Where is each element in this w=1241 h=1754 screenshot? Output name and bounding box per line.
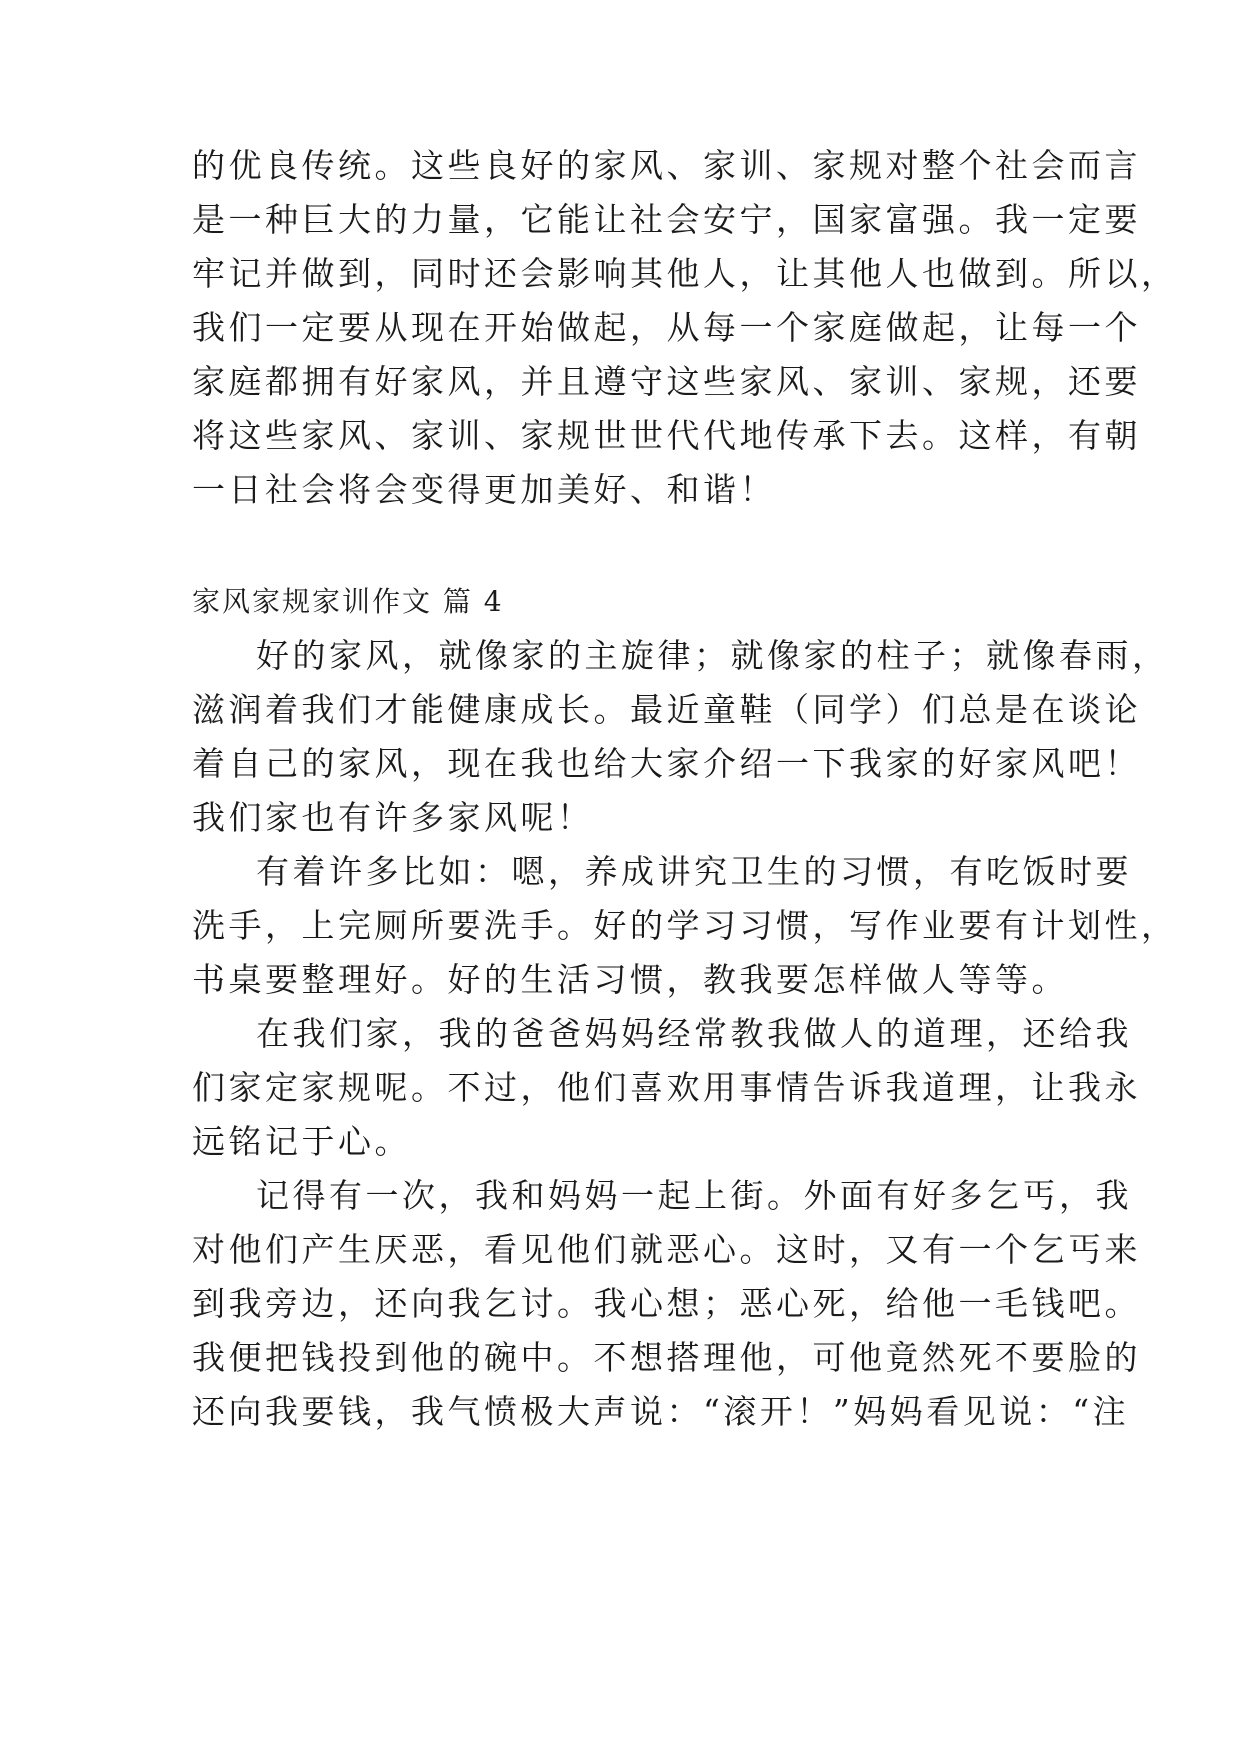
paragraph-line: 还向我要钱，我气愤极大声说：“滚开！”妈妈看见说：“注 — [192, 1392, 1130, 1431]
text-line: 是一种巨大的力量，它能让社会安宁，国家富强。我一定要 — [192, 200, 1141, 239]
text-line: 家庭都拥有好家风，并且遵守这些家风、家训、家规，还要 — [192, 362, 1141, 401]
text-line: 的优良传统。这些良好的家风、家训、家规对整个社会而言 — [192, 146, 1141, 185]
paragraph-line: 着自己的家风，现在我也给大家介绍一下我家的好家风吧！ — [192, 744, 1141, 783]
paragraph-line: 洗手，上完厕所要洗手。好的学习习惯，写作业要有计划性， — [192, 906, 1178, 945]
text-line: 我们一定要从现在开始做起，从每一个家庭做起，让每一个 — [192, 308, 1141, 347]
text-line: 牢记并做到，同时还会影响其他人，让其他人也做到。所以， — [192, 254, 1178, 293]
paragraph-line: 远铭记于心。 — [192, 1122, 411, 1161]
paragraph-line: 在我们家，我的爸爸妈妈经常教我做人的道理，还给我 — [256, 1014, 1132, 1053]
paragraph-line: 对他们产生厌恶，看见他们就恶心。这时，又有一个乞丐来 — [192, 1230, 1141, 1269]
paragraph-line: 我便把钱投到他的碗中。不想搭理他，可他竟然死不要脸的 — [192, 1338, 1141, 1377]
paragraph-line: 有着许多比如：嗯，养成讲究卫生的习惯，有吃饭时要 — [256, 852, 1132, 891]
text-line: 将这些家风、家训、家规世世代代地传承下去。这样，有朝 — [192, 416, 1141, 455]
paragraph-line: 们家定家规呢。不过，他们喜欢用事情告诉我道理，让我永 — [192, 1068, 1141, 1107]
paragraph-line: 书桌要整理好。好的生活习惯，教我要怎样做人等等。 — [192, 960, 1068, 999]
paragraph-line: 到我旁边，还向我乞讨。我心想；恶心死，给他一毛钱吧。 — [192, 1284, 1141, 1323]
paragraph-line: 记得有一次，我和妈妈一起上街。外面有好多乞丐，我 — [256, 1176, 1132, 1215]
paragraph-line: 我们家也有许多家风呢！ — [192, 798, 594, 837]
paragraph-line: 好的家风，就像家的主旋律；就像家的柱子；就像春雨， — [256, 636, 1169, 675]
section-heading: 家风家规家训作文 篇 4 — [192, 585, 504, 618]
text-line: 一日社会将会变得更加美好、和谐！ — [192, 470, 776, 509]
paragraph-line: 滋润着我们才能健康成长。最近童鞋（同学）们总是在谈论 — [192, 690, 1141, 729]
